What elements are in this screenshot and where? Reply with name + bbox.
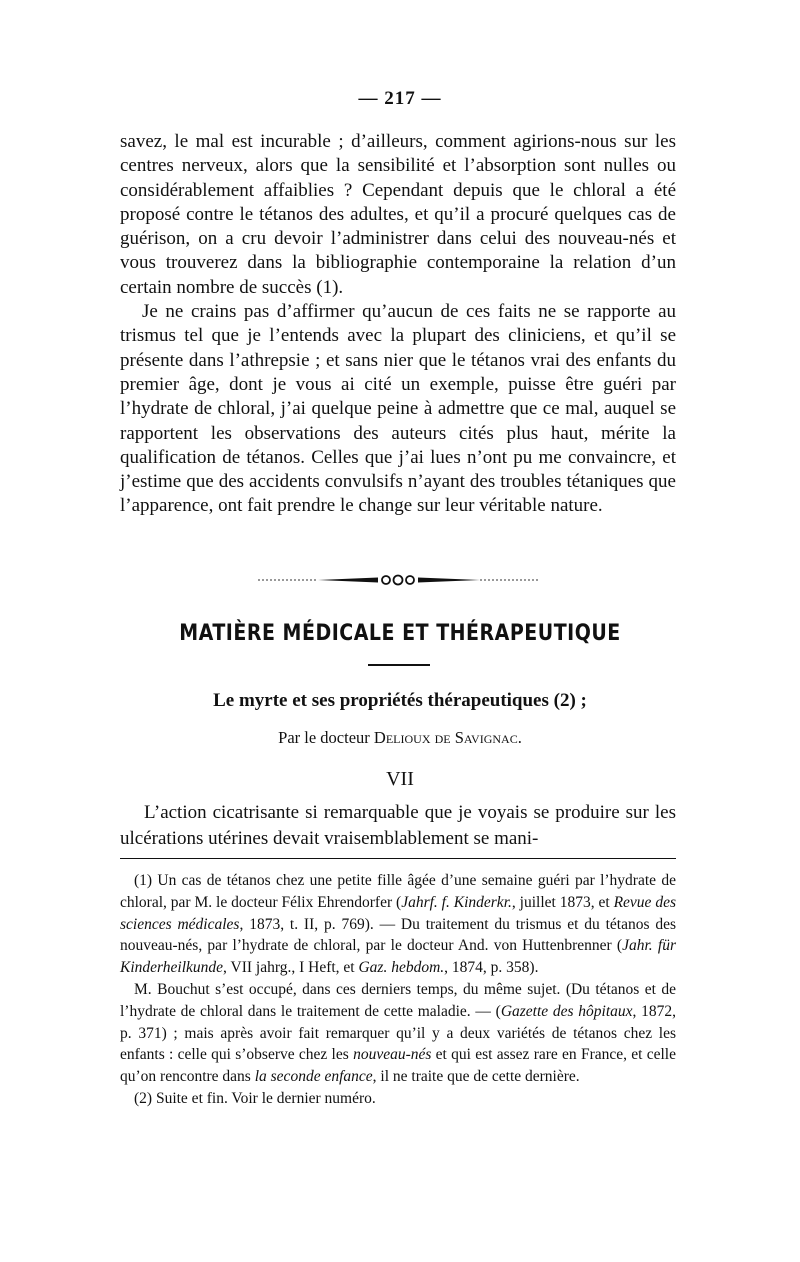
journal-name: Revue des sciences médicales [120, 893, 676, 933]
footnote-text: , 1873, t. II, p. 769). — Du traitement du trismus et du tétanos des nouveau-nés, par l’hydrate de chloral, par le docteur And. von Huttenbrenner ( [120, 915, 676, 955]
footnote-1-continued [120, 979, 676, 1088]
footnote-text: , VII jahrg., I Heft, et [223, 959, 359, 977]
byline-prefix: Par le docteur [278, 728, 370, 747]
footnote-text: et qui est assez rare en France, et celle qu’on rencontre dans [120, 1046, 676, 1086]
author-name: Delioux de Savignac. [373, 728, 522, 747]
page-number: — 217 — [358, 88, 442, 109]
section-title: MATIÈRE MÉDICALE ET THÉRAPEUTIQUE [179, 620, 621, 646]
footnote-text: , juillet 1873, et [511, 893, 614, 911]
article-title: Le myrte et ses propriétés thérapeutiques (2) ; [213, 690, 587, 711]
article-body [120, 800, 676, 852]
chapter-number: VII [386, 768, 414, 790]
footnote-rule [120, 858, 676, 859]
journal-name: Jahr. für Kinderheilkunde [120, 937, 676, 977]
footnotes [120, 870, 676, 1110]
paragraph-2: Je ne crains pas d’affirmer qu’aucun de ces faits ne se rapporte au trismus tel que je l’entends avec la plupart des cliniciens, et qu’il se présente dans l’athrepsie ; et sans nier que le tétanos vrai des enfants du premier âge, dont je vous ai cité un exemple, puisse être guéri par l’hydrate de chloral, j’ai quelque peine à admettre que ce mal, auquel se rapportent les observations des auteurs cités plus haut, mérite la qualification de tétanos. Celles que j’ai lues n’ont pu me convaincre, et j’estime que des accidents convulsifs n’ayant des troubles tétaniques que l’apparence, ont fait prendre le change sur leur véritable nature. [120, 301, 676, 517]
byline [0, 728, 800, 748]
journal-name: Gaz. hebdom. [358, 959, 445, 977]
emphasis-text: la seconde enfance [254, 1068, 373, 1086]
footnote-text: , 1874, p. 358). [444, 959, 539, 977]
footnote-text: M. Bouchut s’est occupé, dans ces derniers temps, du même sujet. (Du tétanos et de l’hydrate de chloral dans le traitement de cette maladie. — ( [120, 980, 676, 1020]
footnote-text: , il ne traite que de cette dernière. [372, 1068, 580, 1086]
footnote-2: (2) Suite et fin. Voir le dernier numéro. [134, 1089, 376, 1107]
journal-name: Gazette des hôpitaux [500, 1002, 633, 1020]
journal-name: Jahrf. f. Kinderkr. [401, 893, 512, 911]
title-rule [368, 664, 430, 666]
footnote-text: , 1872, p. 371) ; mais après avoir fait remarquer qu’il y a deux variétés de tétanos chez les enfants : celle qui s’observe chez les [120, 1002, 677, 1064]
section-ornament [258, 568, 540, 592]
paragraph-1: savez, le mal est incurable ; d’ailleurs, comment agirions-nous sur les centres nerveux, alors que la sensibilité et l’absorption sont nulles ou considérablement affaiblies ? Cependant depuis que le chloral a été proposé contre le tétanos des adultes, et qu’il a procuré quelques cas de guérison, on a cru devoir l’administrer dans celui des nouveau-nés et vous trouverez dans la bibliographie contemporaine la relation d’un certain nombre de succès (1). [120, 131, 676, 298]
body-text [120, 130, 676, 519]
footnote-1 [120, 870, 676, 979]
emphasis-text: nouveau-nés [353, 1046, 432, 1064]
footnote-text: (1) Un cas de tétanos chez une petite fille âgée d’une semaine guéri par l’hydrate de chloral, par M. le docteur Félix Ehrendorfer ( [120, 872, 676, 911]
article-paragraph: L’action cicatrisante si remarquable que je voyais se produire sur les ulcérations utérines devait vraisemblablement se mani- [120, 802, 676, 849]
